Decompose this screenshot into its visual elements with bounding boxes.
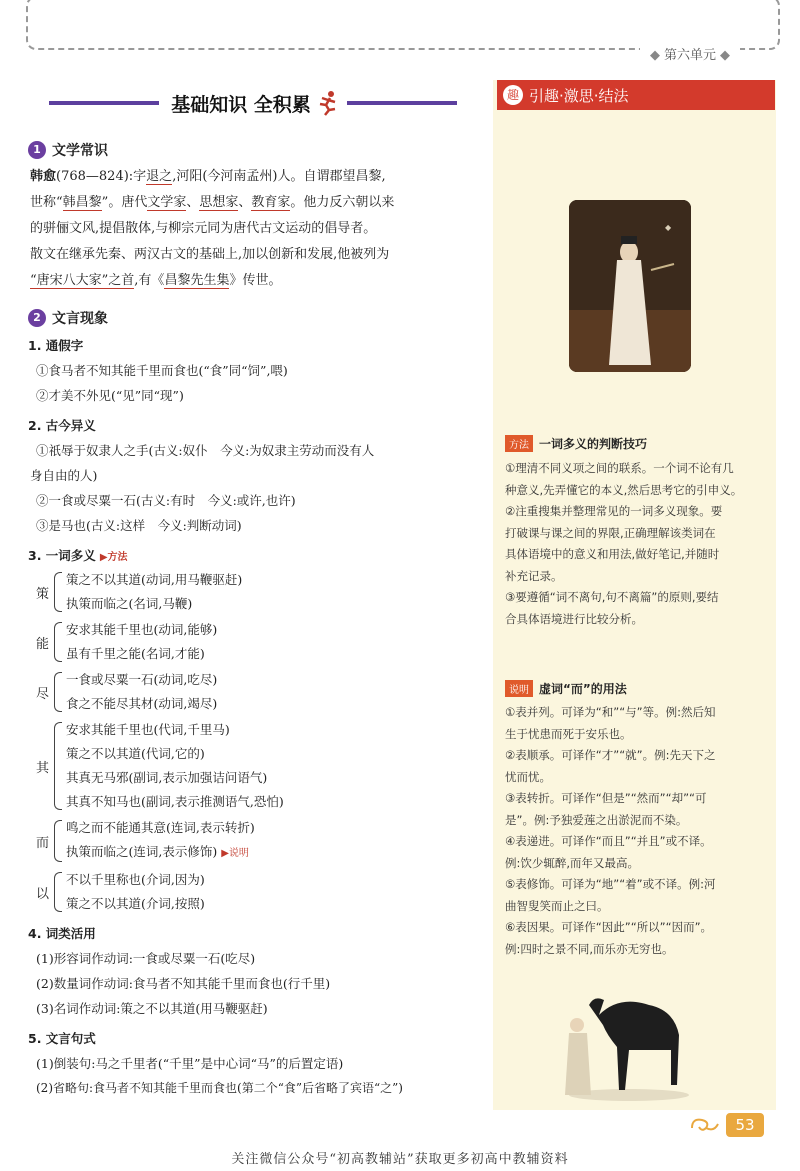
polysemy-example: 安求其能千里也(代词,千里马) <box>66 722 230 737</box>
list-item: ②才美不外见(“见”同“现”) <box>36 388 184 403</box>
top-frame <box>26 0 780 50</box>
list-item: ②一食或尽粟一石(古义:有时 今义:或许,也许) <box>36 493 296 508</box>
polysemy-example: 执策而临之(名词,马鞭) <box>66 596 193 611</box>
polysemy-groups <box>22 568 484 916</box>
runner-icon <box>317 90 339 116</box>
brace <box>54 820 62 862</box>
literature-paragraph: 韩愈(768—824):字退之,河阳(今河南孟州)人。自谓郡望昌黎, 世称“韩昌黎”。唐代文学家、思想家、教育家。他力反六朝以来 的骈俪文风,提倡散体,与柳宗元同为唐代古文运动的倡导者。 散文在继承先秦、两汉古文的基础上,加以创新和发展,他被列为 “唐宋八大家”之首,有《昌黎先生集》传世。 <box>30 169 395 288</box>
polysemy-example: 其真不知马也(副词,表示推测语气,恐怕) <box>66 794 284 809</box>
polysemy-word: 而 <box>36 835 50 851</box>
left-column <box>22 80 484 1101</box>
note-box-title: 说明 虚词“而”的用法 <box>505 680 627 697</box>
brace <box>54 572 62 612</box>
polysemy-word: 策 <box>36 586 50 602</box>
list-item: (1)形容词作动词:一食或尽粟一石(吃尽) <box>36 951 256 966</box>
polysemy-word: 其 <box>36 760 50 776</box>
polysemy-example: 执策而临之(连词,表示修饰) ▶说明 <box>66 844 249 859</box>
polysemy-group <box>22 868 484 916</box>
list-item: 身自由的人) <box>30 468 98 483</box>
polysemy-example: 策之不以其道(代词,它的) <box>66 746 205 761</box>
method-box-title: 方法 一词多义的判断技巧 <box>505 435 647 452</box>
polysemy-example: 其真无马邪(副词,表示加强诘问语气) <box>66 770 268 785</box>
page-number: 53 <box>726 1113 764 1137</box>
list-item: (1)倒装句:马之千里者(“千里”是中心词“马”的后置定语) <box>36 1056 344 1071</box>
polysemy-example: 策之不以其道(介词,按照) <box>66 896 205 911</box>
heading-polysemy: 3. 一词多义 ▶方法 <box>28 548 128 563</box>
polysemy-example: 鸣之而不能通其意(连词,表示转折) <box>66 820 255 835</box>
heading-gujin: 2. 古今异义 <box>28 418 96 433</box>
polysemy-group <box>22 816 484 866</box>
polysemy-example: 食之不能尽其材(动词,竭尽) <box>66 696 218 711</box>
polysemy-word: 以 <box>36 886 50 902</box>
brace <box>54 672 62 712</box>
note-box-body: ①表并列。可译为“和”“与”等。例:然后知 生于忧患而死于安乐也。 ②表顺承。可译作“才”“就”。例:先天下之 忧而忧。 ③表转折。可译作“但是”“然而”“却”“可 是”。例:予独爱莲之出淤泥而不染。 ④表递进。可译作“而且”“并且”或不译。 例:饮少辄醉,而年又最高。 ⑤表修饰。可译为“地”“着”或不译。例:河 曲智叟笑而止之曰。 ⑥表因果。可译作“因此”“所以”“因而”。 例:四时之景不同,而乐亦无穷也。 <box>505 705 716 956</box>
right-sidebar <box>493 80 776 1110</box>
heading-tongjia: 1. 通假字 <box>28 338 84 353</box>
list-item: ①祇辱于奴隶人之手(古义:奴仆 今义:为奴隶主劳动而没有人 <box>36 443 375 458</box>
heading-literature: 1 文学常识 <box>28 140 484 160</box>
polysemy-example: 不以千里称也(介词,因为) <box>66 872 205 887</box>
list-item: (2)省略句:食马者不知其能千里而食也(第二个“食”后省略了宾语“之”) <box>36 1081 403 1095</box>
horse-and-man-image <box>559 955 699 1105</box>
polysemy-group <box>22 718 484 814</box>
polysemy-example: 安求其能千里也(动词,能够) <box>66 622 218 637</box>
sidebar-header: 趣 引趣·激思·结法 <box>497 80 775 110</box>
footer-note: 关注微信公众号“初高教辅站”获取更多初高中教辅资料 <box>231 1152 569 1167</box>
list-item: (3)名词作动词:策之不以其道(用马鞭驱赶) <box>36 1001 268 1016</box>
section-title: 基础知识 全积累 <box>22 80 484 126</box>
list-item: ①食马者不知其能千里而食也(“食”同“饲”,喂) <box>36 363 288 378</box>
polysemy-example: 策之不以其道(动词,用马鞭驱赶) <box>66 572 243 587</box>
brace <box>54 722 62 810</box>
note-tag: ▶说明 <box>221 848 249 859</box>
method-box-body: ①理清不同义项之间的联系。一个词不论有几 种意义,先弄懂它的本义,然后思考它的引申义。 ②注重搜集并整理常见的一词多义现象。要 打破课与课之间的界限,正确理解该类词在 具体语境中的意义和用法,做好笔记,并随时 补充记录。 ③要遵循“词不离句,句不离篇”的原则,要结 合具体语境进行比较分析。 <box>505 461 743 626</box>
svg-text:◆: ◆ <box>665 223 672 232</box>
polysemy-group <box>22 568 484 616</box>
polysemy-word: 能 <box>36 636 50 652</box>
sidebar-header-icon: 趣 <box>503 85 523 105</box>
heading-huoyong: 4. 词类活用 <box>28 926 96 941</box>
swirl-ornament-icon <box>688 1114 722 1136</box>
list-item: (2)数量词作动词:食马者不知其能千里而食也(行千里) <box>36 976 331 991</box>
polysemy-group <box>22 668 484 716</box>
unit-label: ◆ 第六单元 ◆ <box>640 44 740 63</box>
heading-juishi: 5. 文言句式 <box>28 1031 96 1046</box>
brace <box>54 872 62 912</box>
han-yu-portrait-image <box>569 200 691 372</box>
polysemy-group <box>22 618 484 666</box>
brace <box>54 622 62 662</box>
heading-classical: 2 文言现象 <box>28 308 484 328</box>
polysemy-word: 尽 <box>36 686 50 702</box>
polysemy-example: 虽有千里之能(名词,才能) <box>66 646 205 661</box>
list-item: ③是马也(古义:这样 今义:判断动词) <box>36 518 242 533</box>
polysemy-example: 一食或尽粟一石(动词,吃尽) <box>66 672 218 687</box>
